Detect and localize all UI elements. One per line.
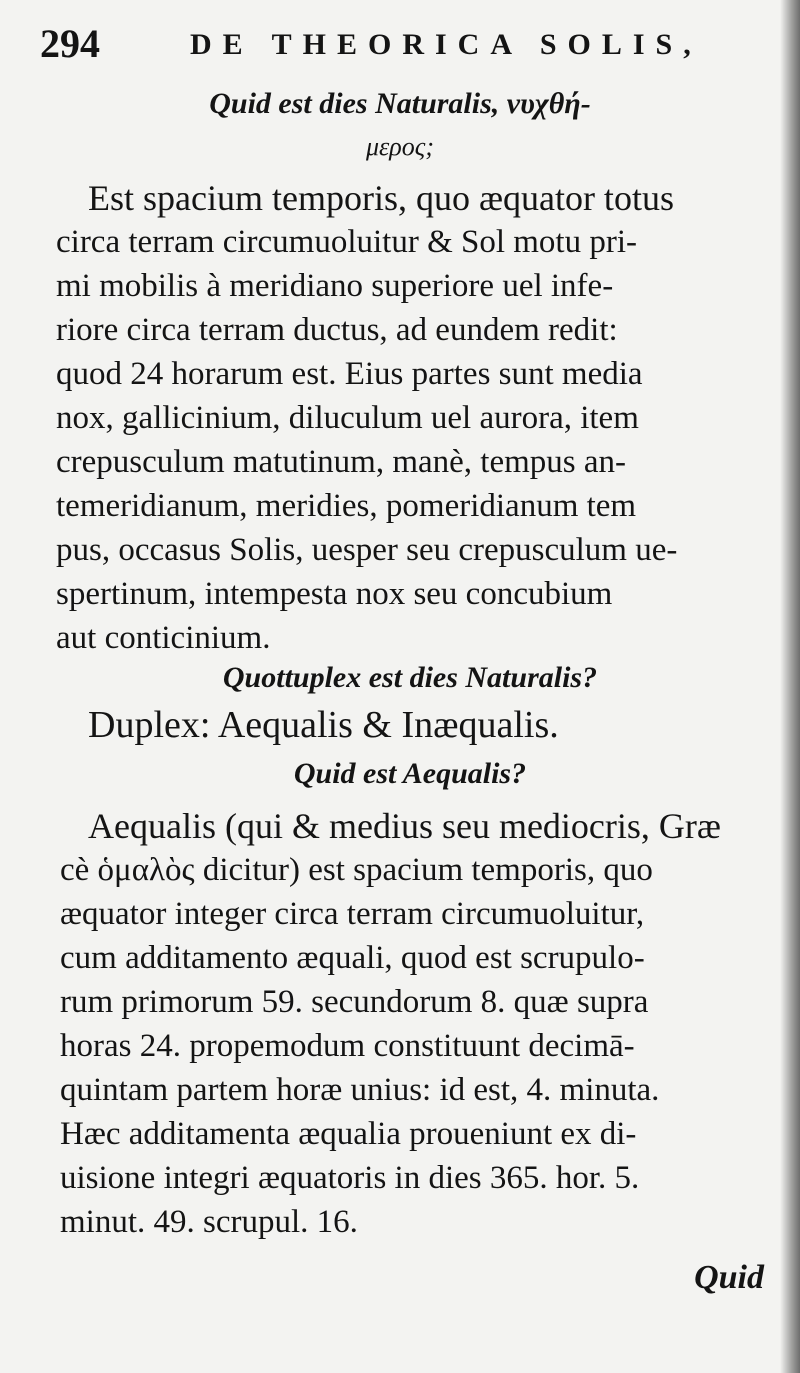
- paragraph-line: quod 24 horarum est. Eius partes sunt media: [56, 356, 643, 392]
- paragraph-line: nox, gallicinium, diluculum uel aurora, item: [56, 400, 639, 436]
- paragraph-line: Est spacium temporis, quo æquator totus: [88, 178, 674, 218]
- section-heading-quottuplex: Quottuplex est dies Naturalis?: [222, 661, 598, 694]
- paragraph-line: uisione integri æquatoris in dies 365. hor. 5.: [60, 1160, 640, 1196]
- catchword: Quid: [694, 1259, 764, 1296]
- page-edge-shadow: [780, 0, 800, 1373]
- paragraph-line: crepusculum matutinum, manè, tempus an-: [56, 444, 627, 480]
- paragraph-line: cum additamento æquali, quod est scrupulo-: [60, 940, 645, 976]
- running-head: DE THEORICA SOLIS,: [190, 28, 702, 61]
- section-heading-dies-naturalis: Quid est dies Naturalis, νυχθή-: [209, 87, 591, 120]
- paragraph-line: aut conticinium.: [56, 620, 271, 656]
- paragraph-line: riore circa terram ductus, ad eundem redit:: [56, 312, 618, 348]
- answer-duplex: Duplex: Aequalis & Inæqualis.: [88, 704, 559, 746]
- paragraph-line: pus, occasus Solis, uesper seu crepusculum ue-: [56, 532, 678, 568]
- paragraph-line: mi mobilis à meridiano superiore uel infe-: [56, 268, 614, 304]
- paragraph-line: minut. 49. scrupul. 16.: [60, 1204, 358, 1240]
- section-heading-aequalis: Quid est Aequalis?: [293, 757, 527, 790]
- page-number: 294: [40, 21, 100, 66]
- paragraph-line: Hæc additamenta æqualia proueniunt ex di-: [60, 1116, 637, 1152]
- paragraph-line: quintam partem horæ unius: id est, 4. minuta.: [60, 1072, 660, 1108]
- paragraph-line: circa terram circumuoluitur & Sol motu pri-: [56, 224, 637, 260]
- paragraph-line: cè ὁμαλὸς dicitur) est spacium temporis, quo: [60, 852, 653, 888]
- paragraph-line: æquator integer circa terram circumuoluitur,: [60, 896, 645, 932]
- paragraph-line: temeridianum, meridies, pomeridianum tem: [56, 488, 637, 524]
- paragraph-line: rum primorum 59. secundorum 8. quæ supra: [60, 984, 649, 1020]
- paragraph-line: horas 24. propemodum constituunt decimā-: [60, 1028, 635, 1064]
- page-header: [40, 22, 760, 66]
- paragraph-line: spertinum, intempesta nox seu concubium: [56, 576, 613, 612]
- paragraph-line: Aequalis (qui & medius seu mediocris, Græ: [88, 806, 721, 846]
- section-heading-continuation: μερος;: [366, 132, 434, 161]
